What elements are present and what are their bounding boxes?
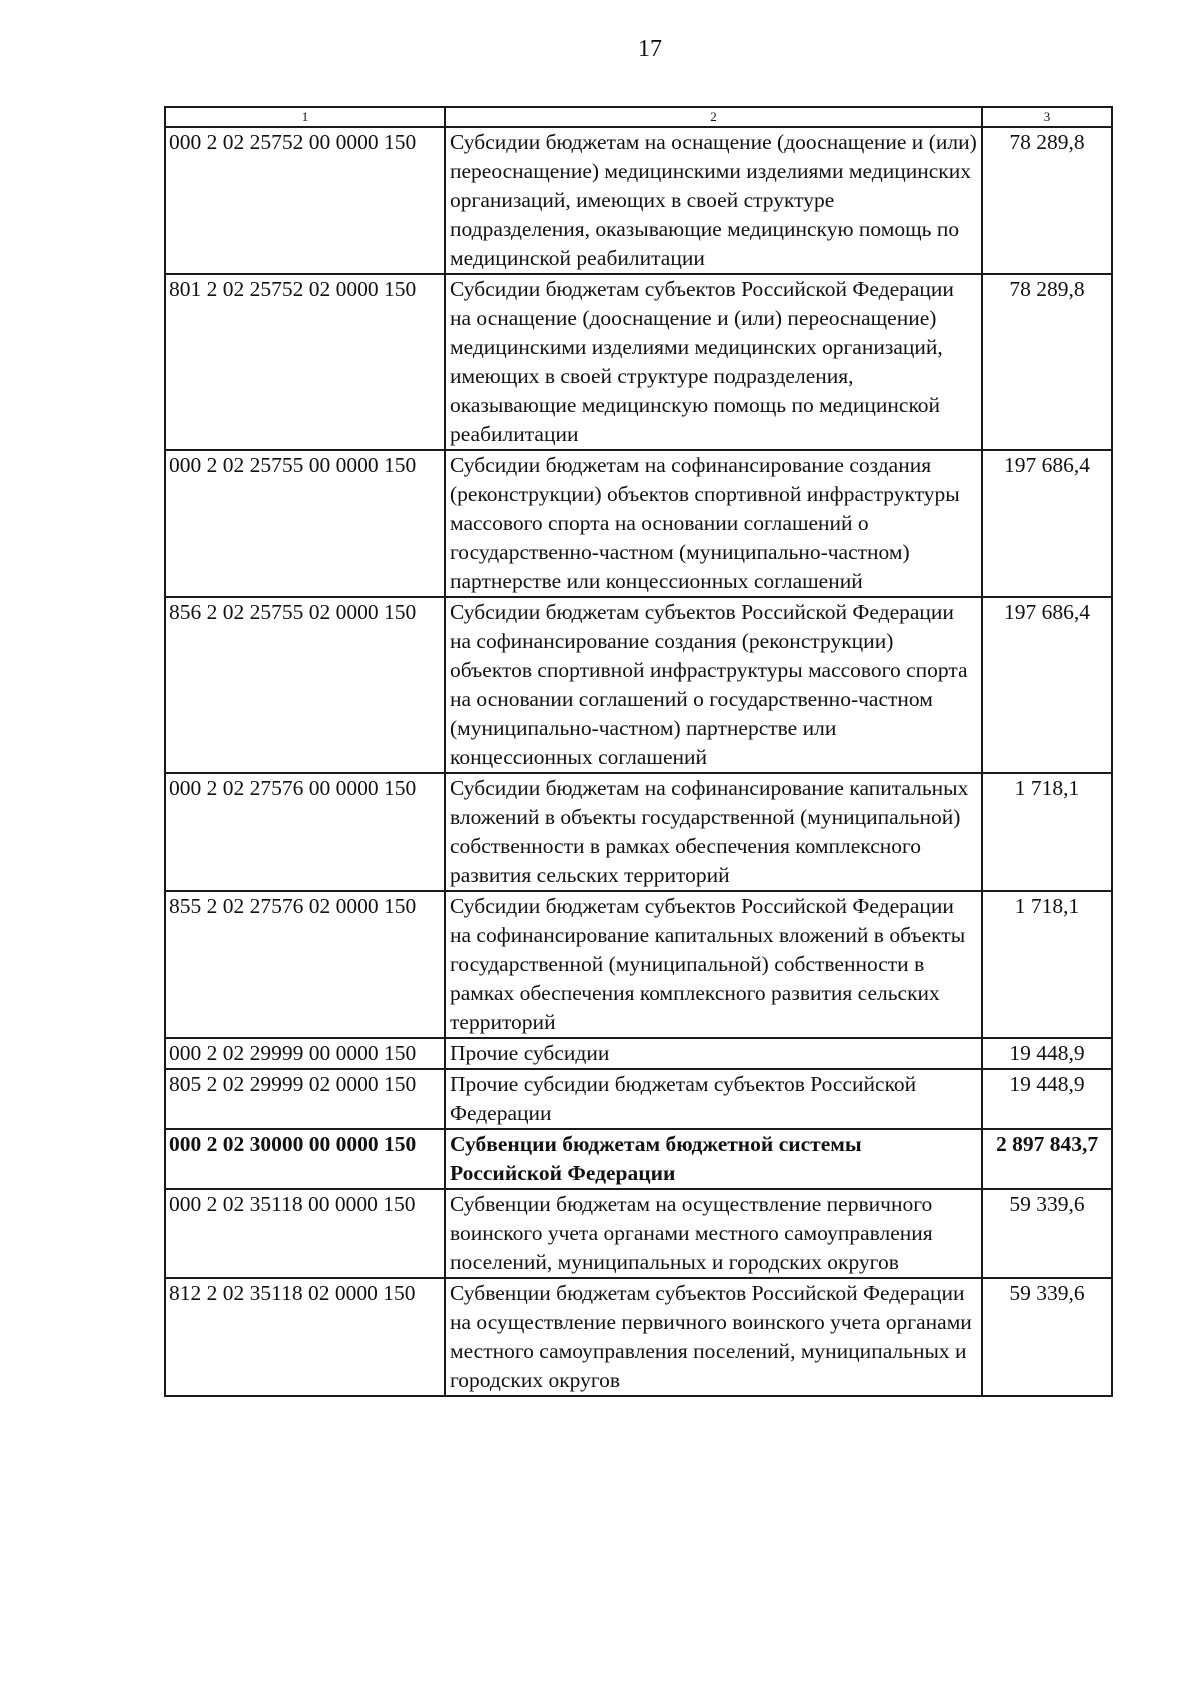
budget-code-cell: 000 2 02 35118 00 0000 150 <box>165 1189 445 1278</box>
table-row <box>165 450 1112 597</box>
amount-cell: 1 718,1 <box>982 773 1112 891</box>
revenue-name-cell: Субсидии бюджетам субъектов Российской Федерации на софинансирование создания (реконструкции) объектов спортивной инфраструктуры массового спорта на основании соглашений о государственно-частном (муниципально-частном) партнерстве или концессионных соглашений <box>445 597 982 773</box>
revenue-name-cell: Субвенции бюджетам бюджетной системы Российской Федерации <box>445 1129 982 1189</box>
column-number-1: 1 <box>165 107 445 127</box>
amount-cell: 19 448,9 <box>982 1038 1112 1069</box>
revenue-name-cell: Прочие субсидии бюджетам субъектов Российской Федерации <box>445 1069 982 1129</box>
budget-code-cell: 000 2 02 27576 00 0000 150 <box>165 773 445 891</box>
table-row <box>165 597 1112 773</box>
budget-code-cell: 000 2 02 30000 00 0000 150 <box>165 1129 445 1189</box>
amount-cell: 2 897 843,7 <box>982 1129 1112 1189</box>
table-row <box>165 127 1112 274</box>
table-row <box>165 1038 1112 1069</box>
table-row <box>165 1069 1112 1129</box>
table-row <box>165 1278 1112 1396</box>
budget-code-cell: 812 2 02 35118 02 0000 150 <box>165 1278 445 1396</box>
revenue-name-cell: Прочие субсидии <box>445 1038 982 1069</box>
revenue-name-cell: Субвенции бюджетам на осуществление первичного воинского учета органами местного самоуправления поселений, муниципальных и городских округов <box>445 1189 982 1278</box>
budget-code-cell: 000 2 02 29999 00 0000 150 <box>165 1038 445 1069</box>
revenue-name-cell: Субсидии бюджетам субъектов Российской Федерации на оснащение (дооснащение и (или) переоснащение) медицинскими изделиями медицинских организаций, имеющих в своей структуре подразделения, оказывающие медицинскую помощь по медицинской реабилитации <box>445 274 982 450</box>
budget-code-cell: 000 2 02 25755 00 0000 150 <box>165 450 445 597</box>
table-row <box>165 773 1112 891</box>
amount-cell: 59 339,6 <box>982 1278 1112 1396</box>
budget-code-cell: 856 2 02 25755 02 0000 150 <box>165 597 445 773</box>
revenue-name-cell: Субсидии бюджетам на софинансирование капитальных вложений в объекты государственной (муниципальной) собственности в рамках обеспечения комплексного развития сельских территорий <box>445 773 982 891</box>
table-row <box>165 274 1112 450</box>
column-number-2: 2 <box>445 107 982 127</box>
page-number: 17 <box>638 36 662 62</box>
amount-cell: 78 289,8 <box>982 274 1112 450</box>
table-row <box>165 891 1112 1038</box>
budget-code-cell: 855 2 02 27576 02 0000 150 <box>165 891 445 1038</box>
table-row <box>165 1129 1112 1189</box>
amount-cell: 59 339,6 <box>982 1189 1112 1278</box>
table-body <box>165 127 1112 1396</box>
revenue-name-cell: Субсидии бюджетам на оснащение (дооснащение и (или) переоснащение) медицинскими изделиями медицинских организаций, имеющих в своей структуре подразделения, оказывающие медицинскую помощь по медицинской реабилитации <box>445 127 982 274</box>
amount-cell: 78 289,8 <box>982 127 1112 274</box>
table-header <box>165 107 1112 127</box>
amount-cell: 197 686,4 <box>982 597 1112 773</box>
budget-code-cell: 805 2 02 29999 02 0000 150 <box>165 1069 445 1129</box>
column-number-row <box>165 107 1112 127</box>
amount-cell: 197 686,4 <box>982 450 1112 597</box>
revenue-name-cell: Субвенции бюджетам субъектов Российской Федерации на осуществление первичного воинского учета органами местного самоуправления поселений, муниципальных и городских округов <box>445 1278 982 1396</box>
amount-cell: 1 718,1 <box>982 891 1112 1038</box>
amount-cell: 19 448,9 <box>982 1069 1112 1129</box>
revenue-name-cell: Субсидии бюджетам субъектов Российской Федерации на софинансирование капитальных вложений в объекты государственной (муниципальной) собственности в рамках обеспечения комплексного развития сельских территорий <box>445 891 982 1038</box>
budget-code-cell: 000 2 02 25752 00 0000 150 <box>165 127 445 274</box>
budget-revenue-table <box>164 106 1113 1397</box>
budget-code-cell: 801 2 02 25752 02 0000 150 <box>165 274 445 450</box>
revenue-name-cell: Субсидии бюджетам на софинансирование создания (реконструкции) объектов спортивной инфраструктуры массового спорта на основании соглашений о государственно-частном (муниципально-частном) партнерстве или концессионных соглашений <box>445 450 982 597</box>
column-number-3: 3 <box>982 107 1112 127</box>
table-row <box>165 1189 1112 1278</box>
